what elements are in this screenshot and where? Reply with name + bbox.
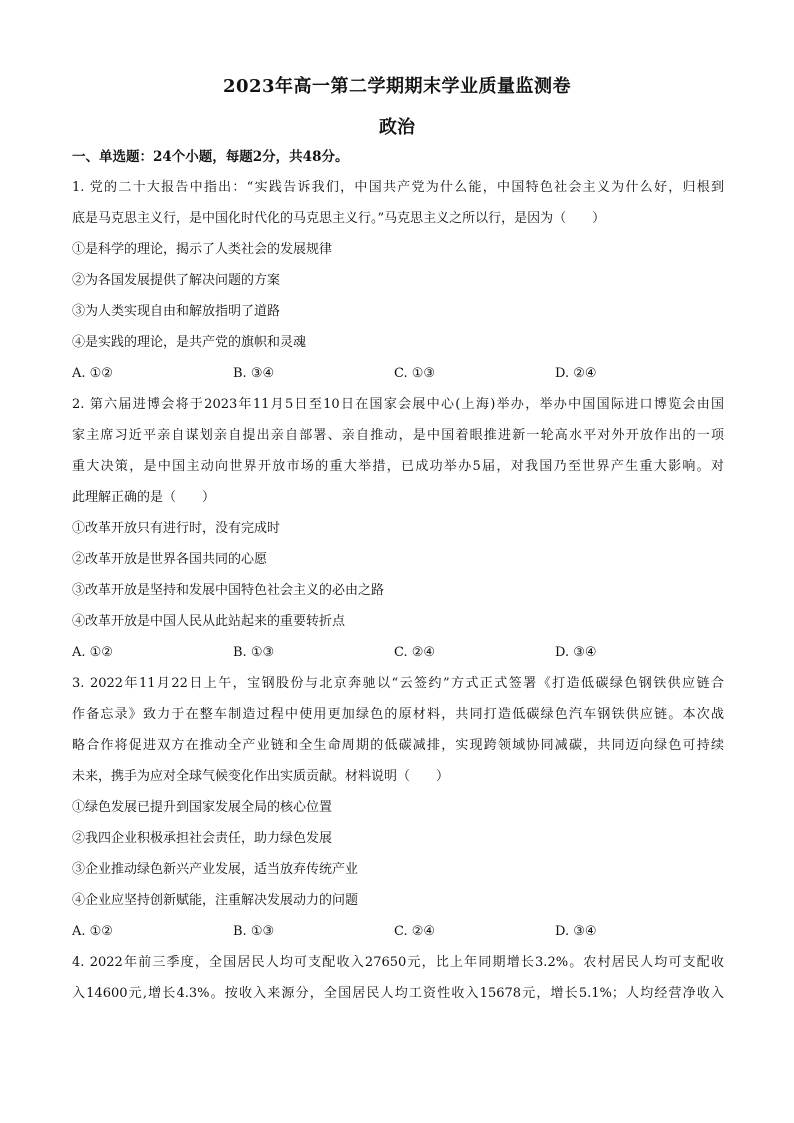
choice-c: C. ②④ (394, 924, 436, 939)
statement-option: ①是科学的理论，揭示了人类社会的发展规律 (72, 242, 333, 257)
exam-title: 2023年高一第二学期期末学业质量监测卷 (222, 76, 572, 97)
choice-d: D. ②④ (555, 366, 597, 381)
statement-option: ②为各国发展提供了解决问题的方案 (72, 273, 281, 288)
question-stem-line: 未来，携手为应对全球气候变化作出实质贡献。材料说明（ ） (72, 769, 450, 784)
question-stem-line: 作备忘录》致力于在整车制造过程中使用更加绿色的原材料，共同打造低碳绿色汽车钢铁供应链。本次战 (72, 707, 724, 722)
statement-option: ④改革开放是中国人民从此站起来的重要转折点 (72, 614, 346, 629)
question-2 (72, 389, 724, 668)
choice-b: B. ①③ (233, 924, 275, 939)
section-heading: 一、单选题：24个小题，每题2分，共48分。 (72, 149, 349, 165)
question-stem-line: 底是马克思主义行，是中国化时代化的马克思主义行。”马克思主义之所以行，是因为（ ） (72, 211, 606, 226)
question-stem-line: 1. 党的二十大报告中指出：“实践告诉我们，中国共产党为什么能，中国特色社会主义为什么好，归根到 (72, 180, 724, 195)
choice-a: A. ①② (72, 924, 113, 939)
question-stem-line: 家主席习近平亲自谋划亲自提出亲自部署、亲自推动，是中国着眼推进新一轮高水平对外开放作出的一项 (72, 428, 724, 443)
choice-a: A. ①② (72, 645, 113, 660)
choice-c: C. ②④ (394, 645, 436, 660)
question-stem-line: 此理解正确的是（ ） (72, 490, 216, 505)
question-stem-line: 略合作将促进双方在推动全产业链和全生命周期的低碳减排，实现跨领域协同减碳，共同迈向绿色可持续 (72, 738, 724, 753)
exam-content (72, 146, 724, 1009)
statement-option: ④是实践的理论，是共产党的旗帜和灵魂 (72, 335, 307, 350)
answer-choices (72, 916, 724, 947)
answer-choices (72, 358, 724, 389)
question-1 (72, 172, 724, 389)
question-stem-line: 3. 2022年11月22日上午，宝钢股份与北京奔驰以“云签约”方式正式签署《打造低碳绿色钢铁供应链合 (72, 676, 724, 691)
statement-option: ③为人类实现自由和解放指明了道路 (72, 304, 281, 319)
statement-option: ③企业推动绿色新兴产业发展，适当放弃传统产业 (72, 862, 359, 877)
statement-option: ①绿色发展已提升到国家发展全局的核心位置 (72, 800, 333, 815)
question-stem-line: 2. 第六届进博会将于2023年11月5日至10日在国家会展中心(上海)举办，举办中国国际进口博览会由国 (72, 397, 724, 412)
statement-option: ②改革开放是世界各国共同的心愿 (72, 552, 268, 567)
statement-option: ④企业应坚持创新赋能，注重解决发展动力的问题 (72, 893, 359, 908)
statement-option: ①改革开放只有进行时，没有完成时 (72, 521, 281, 536)
choice-b: B. ①③ (233, 645, 275, 660)
choice-d: D. ③④ (555, 645, 597, 660)
answer-choices (72, 637, 724, 668)
choice-a: A. ①② (72, 366, 113, 381)
question-4 (72, 947, 724, 1009)
choice-c: C. ①③ (394, 366, 436, 381)
question-stem-line: 4. 2022年前三季度，全国居民人均可支配收入27650元，比上年同期增长3.2%。农村居民人均可支配收 (72, 955, 724, 970)
subject-title: 政治 (379, 117, 415, 138)
statement-option: ③改革开放是坚持和发展中国特色社会主义的必由之路 (72, 583, 385, 598)
choice-d: D. ③④ (555, 924, 597, 939)
question-stem-line: 重大决策，是中国主动向世界开放市场的重大举措，已成功举办5届，对我国乃至世界产生重大影响。对 (72, 459, 724, 474)
question-3 (72, 668, 724, 947)
choice-b: B. ③④ (233, 366, 275, 381)
question-stem-line: 入14600元,增长4.3%。按收入来源分，全国居民人均工资性收入15678元，增长5.1%；人均经营净收入 (72, 986, 724, 1001)
statement-option: ②我四企业积极承担社会责任，助力绿色发展 (72, 831, 333, 846)
